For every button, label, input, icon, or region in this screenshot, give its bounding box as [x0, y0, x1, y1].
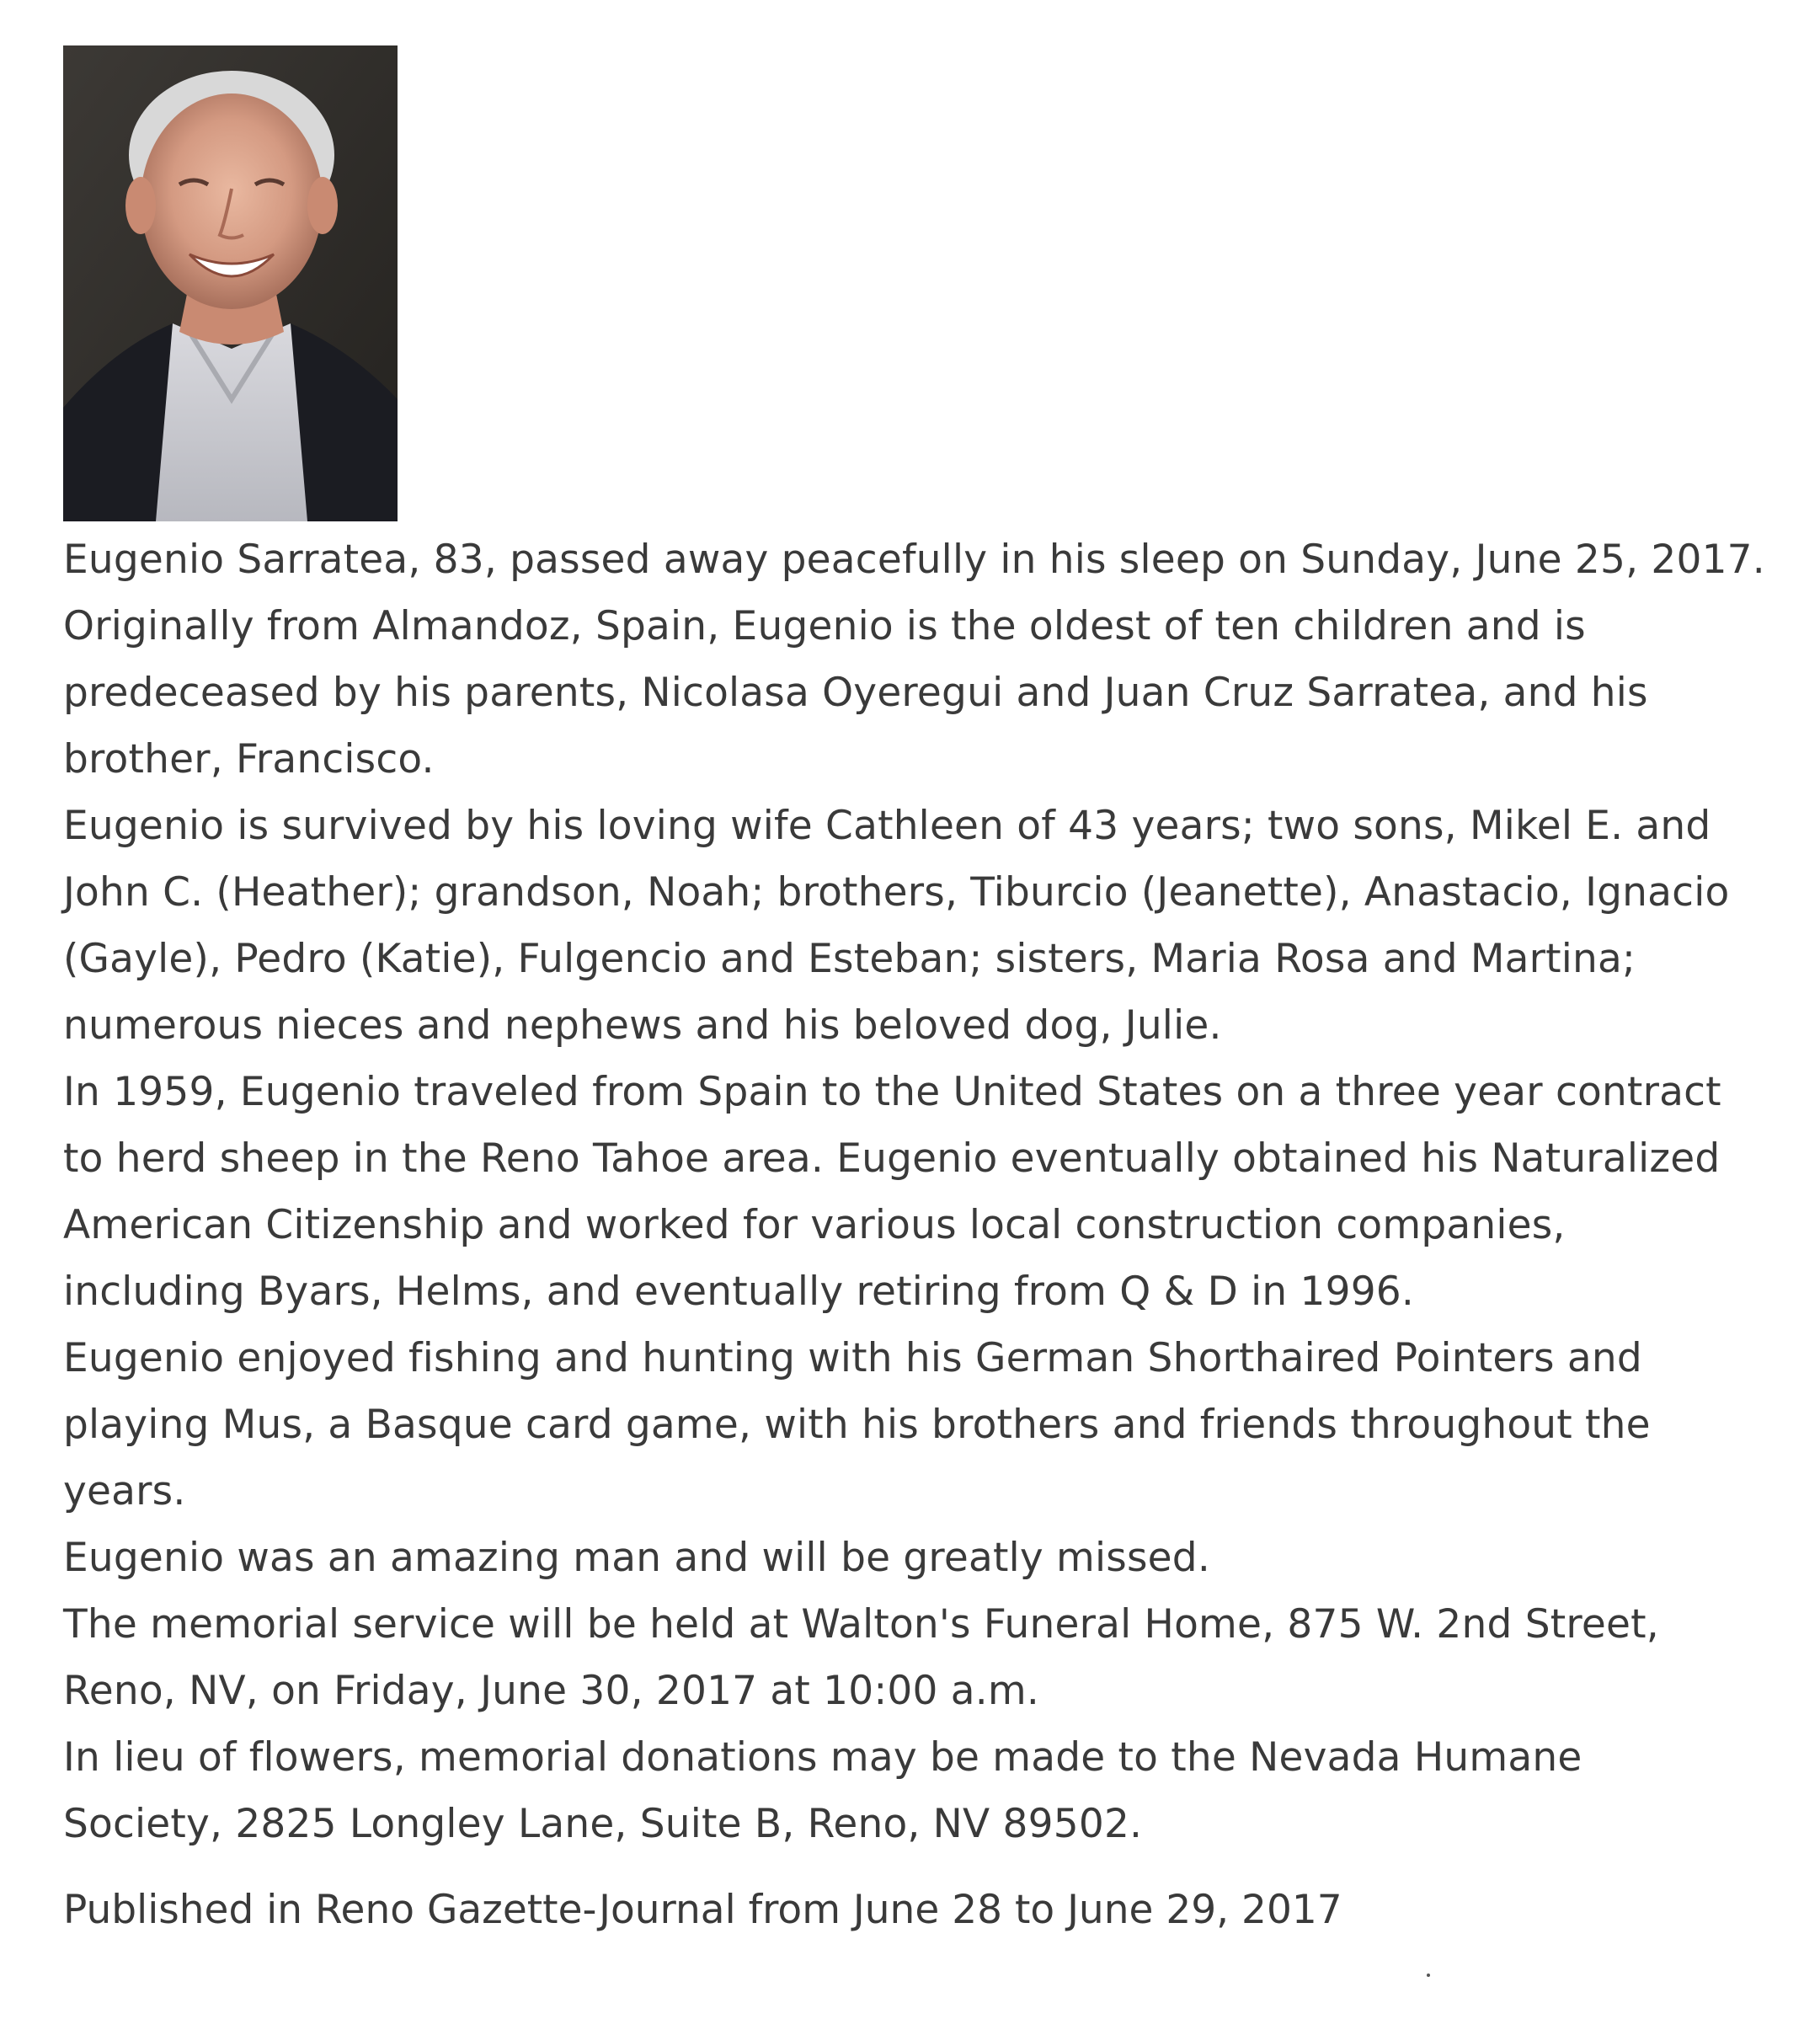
- paragraph-donations: [63, 1724, 1781, 1857]
- text-line: Eugenio Sarratea, 83, passed away peacefully in his sleep on Sunday, June 25, 2017.: [63, 537, 1765, 583]
- paragraph-survivors: [63, 793, 1781, 1059]
- text-line: (Gayle), Pedro (Katie), Fulgencio and Esteban; sisters, Maria Rosa and Martina;: [63, 936, 1636, 982]
- text-line: numerous nieces and nephews and his beloved dog, Julie.: [63, 1002, 1222, 1049]
- text-line: brother, Francisco.: [63, 736, 435, 782]
- publication-notice: Published in Reno Gazette-Journal from June 28 to June 29, 2017: [63, 1887, 1342, 1933]
- obituary-body: [63, 526, 1781, 1857]
- paragraph-death-notice: [63, 526, 1781, 793]
- paragraph-biography: [63, 1059, 1781, 1325]
- text-line: Originally from Almandoz, Spain, Eugenio is the oldest of ten children and is: [63, 603, 1586, 649]
- text-line: years.: [63, 1468, 186, 1514]
- text-line: Eugenio is survived by his loving wife Cathleen of 43 years; two sons, Mikel E. and: [63, 803, 1711, 849]
- portrait-photo: [63, 45, 398, 521]
- text-line: predeceased by his parents, Nicolasa Oyeregui and Juan Cruz Sarratea, and his: [63, 670, 1648, 716]
- text-line: American Citizenship and worked for various local construction companies,: [63, 1202, 1566, 1248]
- paragraph-hobbies: [63, 1325, 1781, 1525]
- text-line: Eugenio was an amazing man and will be greatly missed.: [63, 1535, 1210, 1581]
- text-line: playing Mus, a Basque card game, with his brothers and friends throughout the: [63, 1402, 1651, 1448]
- text-line: Eugenio enjoyed fishing and hunting with his German Shorthaired Pointers and: [63, 1335, 1642, 1381]
- text-line: In 1959, Eugenio traveled from Spain to the United States on a three year contract: [63, 1069, 1721, 1115]
- text-line: Society, 2825 Longley Lane, Suite B, Reno, NV 89502.: [63, 1801, 1143, 1847]
- text-line: to herd sheep in the Reno Tahoe area. Eugenio eventually obtained his Naturalized: [63, 1135, 1721, 1182]
- text-line: John C. (Heather); grandson, Noah; brothers, Tiburcio (Jeanette), Anastacio, Ignacio: [63, 869, 1730, 916]
- text-line: The memorial service will be held at Walton's Funeral Home, 875 W. 2nd Street,: [63, 1601, 1659, 1648]
- text-line: including Byars, Helms, and eventually retiring from Q & D in 1996.: [63, 1269, 1415, 1315]
- paragraph-remembrance: [63, 1525, 1781, 1591]
- paragraph-memorial-service: [63, 1591, 1781, 1724]
- scan-speck: [1427, 1974, 1430, 1977]
- text-line: In lieu of flowers, memorial donations may be made to the Nevada Humane: [63, 1734, 1582, 1781]
- text-line: Reno, NV, on Friday, June 30, 2017 at 10:00 a.m.: [63, 1668, 1040, 1714]
